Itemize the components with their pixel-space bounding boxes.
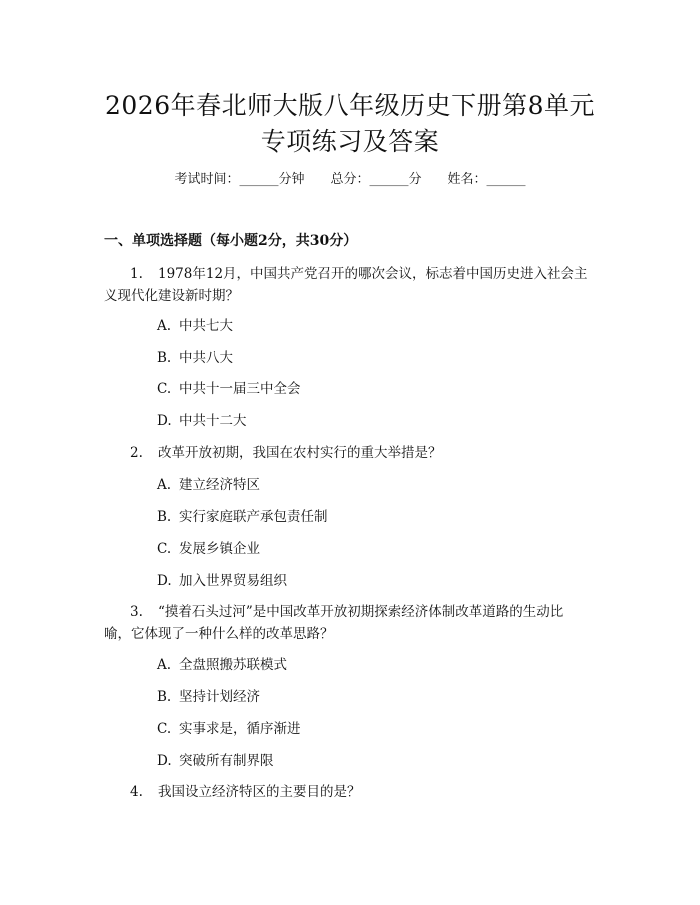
option-text: 突破所有制界限 bbox=[179, 753, 274, 769]
option-text: 中共八大 bbox=[179, 350, 233, 366]
option-letter: B. bbox=[157, 350, 172, 366]
question-3 bbox=[130, 600, 563, 620]
question-1-option-a bbox=[157, 314, 233, 334]
question-number: 2. bbox=[130, 445, 143, 461]
question-2-option-a bbox=[157, 473, 260, 493]
question-2-option-d bbox=[157, 569, 287, 589]
question-text: 1978年12月，中国共产党召开的哪次会议，标志着中国历史进入社会主 bbox=[158, 266, 588, 282]
question-3-option-c bbox=[157, 717, 301, 737]
student-name-field: 姓名：______ bbox=[447, 172, 526, 187]
question-number: 1. bbox=[130, 266, 143, 282]
option-text: 全盘照搬苏联模式 bbox=[179, 657, 287, 673]
option-letter: C. bbox=[157, 381, 172, 397]
option-text: 发展乡镇企业 bbox=[179, 541, 260, 557]
exam-meta bbox=[0, 168, 700, 187]
option-text: 加入世界贸易组织 bbox=[179, 573, 287, 589]
option-letter: C. bbox=[157, 721, 172, 737]
question-3-option-b bbox=[157, 685, 260, 705]
question-3-option-a bbox=[157, 653, 287, 673]
option-text: 坚持计划经济 bbox=[179, 689, 260, 705]
question-1-continuation: 义现代化建设新时期？ bbox=[104, 288, 239, 304]
question-number: 4. bbox=[130, 784, 143, 800]
question-2-option-b bbox=[157, 505, 328, 525]
option-letter: D. bbox=[157, 753, 172, 769]
option-text: 实事求是，循序渐进 bbox=[179, 721, 301, 737]
question-4 bbox=[130, 780, 361, 800]
section-heading: 一、单项选择题（每小题2分，共30分） bbox=[104, 233, 358, 249]
option-text: 中共十一届三中全会 bbox=[179, 381, 301, 397]
option-letter: A. bbox=[157, 477, 172, 493]
question-text: 改革开放初期，我国在农村实行的重大举措是？ bbox=[158, 445, 442, 461]
question-text: 我国设立经济特区的主要目的是？ bbox=[158, 784, 361, 800]
page-title-line-2: 专项练习及答案 bbox=[260, 127, 440, 156]
option-letter: B. bbox=[157, 509, 172, 525]
option-text: 建立经济特区 bbox=[179, 477, 260, 493]
question-text: “摸着石头过河”是中国改革开放初期探索经济体制改革道路的生动比 bbox=[158, 604, 564, 620]
option-letter: A. bbox=[157, 657, 172, 673]
page-title-line-1: 2026年春北师大版八年级历史下册第8单元 bbox=[104, 91, 596, 120]
question-3-continuation: 喻，它体现了一种什么样的改革思路？ bbox=[104, 626, 334, 642]
question-3-option-d bbox=[157, 749, 274, 769]
question-1 bbox=[130, 262, 588, 282]
option-text: 实行家庭联产承包责任制 bbox=[179, 509, 328, 525]
question-2 bbox=[130, 441, 442, 461]
question-number: 3. bbox=[130, 604, 143, 620]
option-text: 中共七大 bbox=[179, 318, 233, 334]
question-1-option-d bbox=[157, 409, 247, 429]
option-letter: D. bbox=[157, 573, 172, 589]
question-1-option-c bbox=[157, 377, 301, 397]
option-letter: D. bbox=[157, 413, 172, 429]
option-letter: B. bbox=[157, 689, 172, 705]
option-text: 中共十二大 bbox=[179, 413, 247, 429]
question-1-option-b bbox=[157, 346, 233, 366]
option-letter: A. bbox=[157, 318, 172, 334]
question-2-option-c bbox=[157, 537, 260, 557]
option-letter: C. bbox=[157, 541, 172, 557]
exam-time-field: 考试时间：______分钟 bbox=[174, 172, 305, 187]
total-score-field: 总分：______分 bbox=[330, 172, 422, 187]
